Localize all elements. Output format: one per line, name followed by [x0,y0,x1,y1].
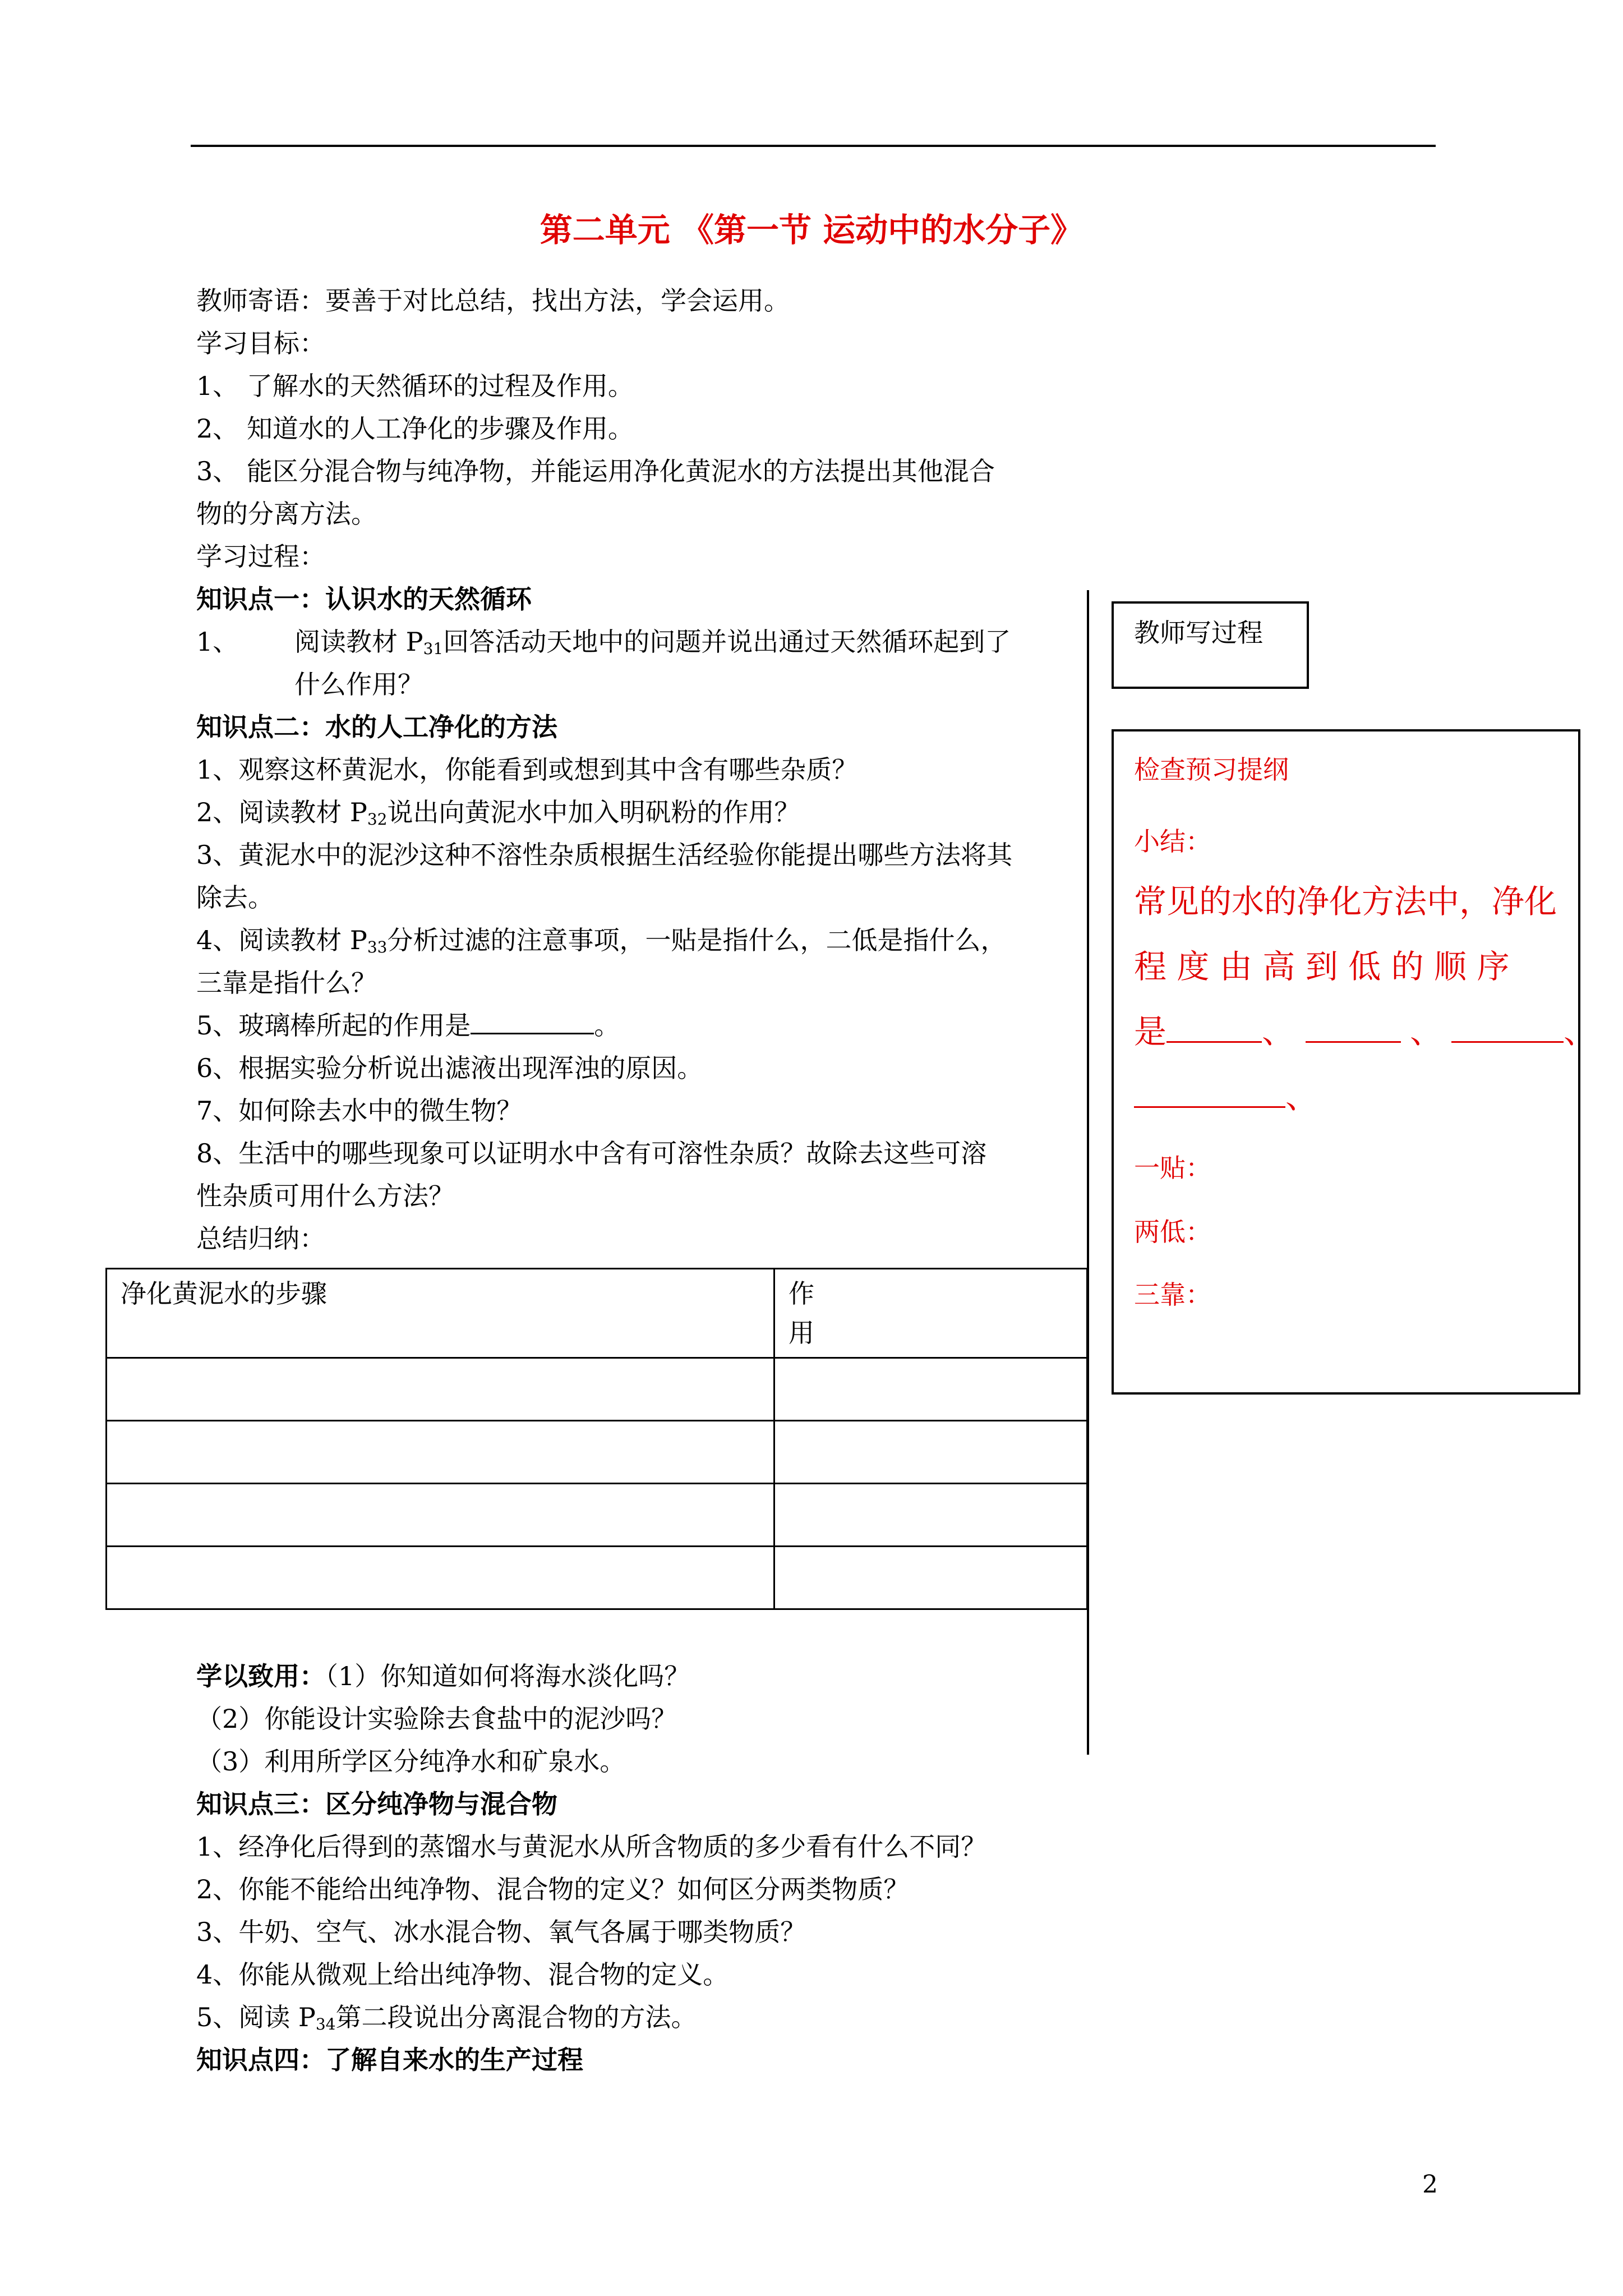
kp3-q5-post: 第二段说出分离混合物的方法。 [335,2002,697,2032]
fill-blank[interactable] [1166,1011,1262,1043]
kp2-q8: 8、生活中的哪些现象可以证明水中含有可溶性杂质？故除去这些可溶 [196,1138,987,1168]
teacher-note: 教师寄语：要善于对比总结，找出方法，学会运用。 [196,286,790,316]
table-cell[interactable] [774,1484,1087,1547]
kp2-q2 [196,797,800,835]
kp2-q6: 6、根据实验分析说出滤液出现浑浊的原因。 [196,1053,703,1083]
kp2-q2-post: 说出向黄泥水中加入明矾粉的作用？ [387,797,800,827]
column-divider [1087,590,1089,1755]
purify-order-blanks-2 [1134,1076,1318,1116]
purification-steps-table [105,1268,1088,1610]
table-row [107,1421,1087,1484]
separator: 、 [1564,1013,1597,1051]
kp3-q2: 2、你能不能给出纯净物、混合物的定义？如何区分两类物质？ [196,1874,910,1904]
table-cell[interactable] [774,1421,1087,1484]
liangdi-label: 两低： [1134,1217,1211,1247]
purify-order-blanks [1134,1011,1596,1051]
summary-label: 总结归纳： [196,1223,325,1254]
fill-blank[interactable] [471,1010,594,1034]
table-header-function-line1: 作 [789,1278,814,1309]
kp2-q7: 7、如何除去水中的微生物？ [196,1096,523,1126]
kp2-q3: 3、黄泥水中的泥沙这种不溶性杂质根据生活经验你能提出哪些方法将其 [196,840,1013,870]
goal-item: 3、 能区分混合物与纯净物，并能运用净化黄泥水的方法提出其他混合 [196,456,995,486]
kp2-q3-cont: 除去。 [196,882,274,913]
process-heading: 学习过程： [196,541,325,572]
kp1-question [294,626,1011,665]
kp2-q1: 1、观察这杯黄泥水，你能看到或想到其中含有哪些杂质？ [196,754,858,785]
kp3-q5-page: 34 [315,2015,336,2033]
purify-order-text-2: 程 度 由 高 到 低 的 顺 序 [1134,947,1510,986]
table-cell[interactable] [107,1358,774,1421]
sankao-label: 三靠： [1134,1280,1211,1310]
kp2-q4-post: 分析过滤的注意事项，一贴是指什么，二低是指什么， [387,925,1007,955]
kp2-heading: 知识点二：水的人工净化的方法 [196,712,557,742]
table-header-function [774,1269,1087,1358]
table-cell[interactable] [107,1484,774,1547]
table-cell[interactable] [774,1547,1087,1609]
table-cell[interactable] [107,1421,774,1484]
kp2-q8-cont: 性杂质可用什么方法？ [196,1181,454,1211]
fill-blank[interactable] [1451,1011,1564,1043]
purify-order-prefix: 是 [1134,1013,1167,1051]
kp1-heading: 知识点一：认识水的天然循环 [196,584,532,614]
table-header-row [107,1269,1087,1358]
kp3-q5 [196,2001,697,2040]
table-row [107,1484,1087,1547]
kp3-q4: 4、你能从微观上给出纯净物、混合物的定义。 [196,1959,729,1990]
kp2-q4 [196,924,1006,963]
table-header-function-line2: 用 [789,1318,814,1348]
purify-order-text: 常见的水的净化方法中，净化 [1134,882,1557,921]
kp2-q5-post: 。 [594,1010,620,1041]
goal-item: 物的分离方法。 [196,499,377,529]
table-header-steps: 净化黄泥水的步骤 [107,1269,774,1358]
header-rule [191,145,1436,147]
kp1-question-cont: 什么作用？ [294,669,423,700]
table-row [107,1358,1087,1421]
separator: 、 [1410,1013,1443,1051]
preview-outline-box [1112,729,1597,1395]
separator: 、 [1285,1078,1318,1116]
apply-q1 [196,1660,690,1692]
separator: 、 [1262,1013,1295,1051]
kp3-heading: 知识点三：区分纯净物与混合物 [196,1789,557,1819]
table-cell[interactable] [774,1358,1087,1421]
table-row [107,1547,1087,1609]
kp2-q5 [196,1010,620,1041]
teacher-process-label: 教师写过程 [1134,618,1263,648]
fill-blank[interactable] [1134,1076,1285,1108]
summary-label-red: 小结： [1134,826,1211,857]
kp1-q-pre: 阅读教材 P [294,627,423,657]
preview-outline-title: 检查预习提纲 [1134,754,1289,785]
fill-blank[interactable] [1306,1011,1401,1043]
kp2-q2-page: 32 [367,810,388,829]
apply-label: 学以致用： [196,1661,325,1691]
yitie-label: 一贴： [1134,1153,1211,1183]
kp2-q5-pre: 5、玻璃棒所起的作用是 [196,1010,471,1041]
table-cell[interactable] [107,1547,774,1609]
page-number: 2 [1422,2170,1438,2199]
goals-heading: 学习目标： [196,328,325,358]
kp1-number: 1、 [196,627,239,657]
kp3-q3: 3、牛奶、空气、冰水混合物、氧气各属于哪类物质？ [196,1917,806,1947]
goal-item: 1、 了解水的天然循环的过程及作用。 [196,371,634,401]
goal-item: 2、 知道水的人工净化的步骤及作用。 [196,413,634,444]
apply-q3: （3）利用所学区分纯净水和矿泉水。 [196,1746,626,1777]
apply-q1-text: （1）你知道如何将海水淡化吗？ [325,1661,690,1691]
kp3-q5-pre: 5、阅读 P [196,2002,316,2032]
teacher-process-box [1112,601,1309,689]
apply-q2: （2）你能设计实验除去食盐中的泥沙吗？ [196,1704,677,1734]
kp2-q4-page: 33 [367,938,388,956]
kp3-q1: 1、经净化后得到的蒸馏水与黄泥水从所含物质的多少看有什么不同？ [196,1832,987,1862]
kp2-q2-pre: 2、阅读教材 P [196,797,367,827]
kp2-q4-pre: 4、阅读教材 P [196,925,367,955]
kp4-heading: 知识点四：了解自来水的生产过程 [196,2045,583,2075]
page-title: 第二单元 《第一节 运动中的水分子》 [540,211,1083,249]
kp2-q4-cont: 三靠是指什么？ [196,968,377,998]
kp1-q-page: 31 [423,639,444,658]
kp1-q-post: 回答活动天地中的问题并说出通过天然循环起到了 [443,627,1011,657]
